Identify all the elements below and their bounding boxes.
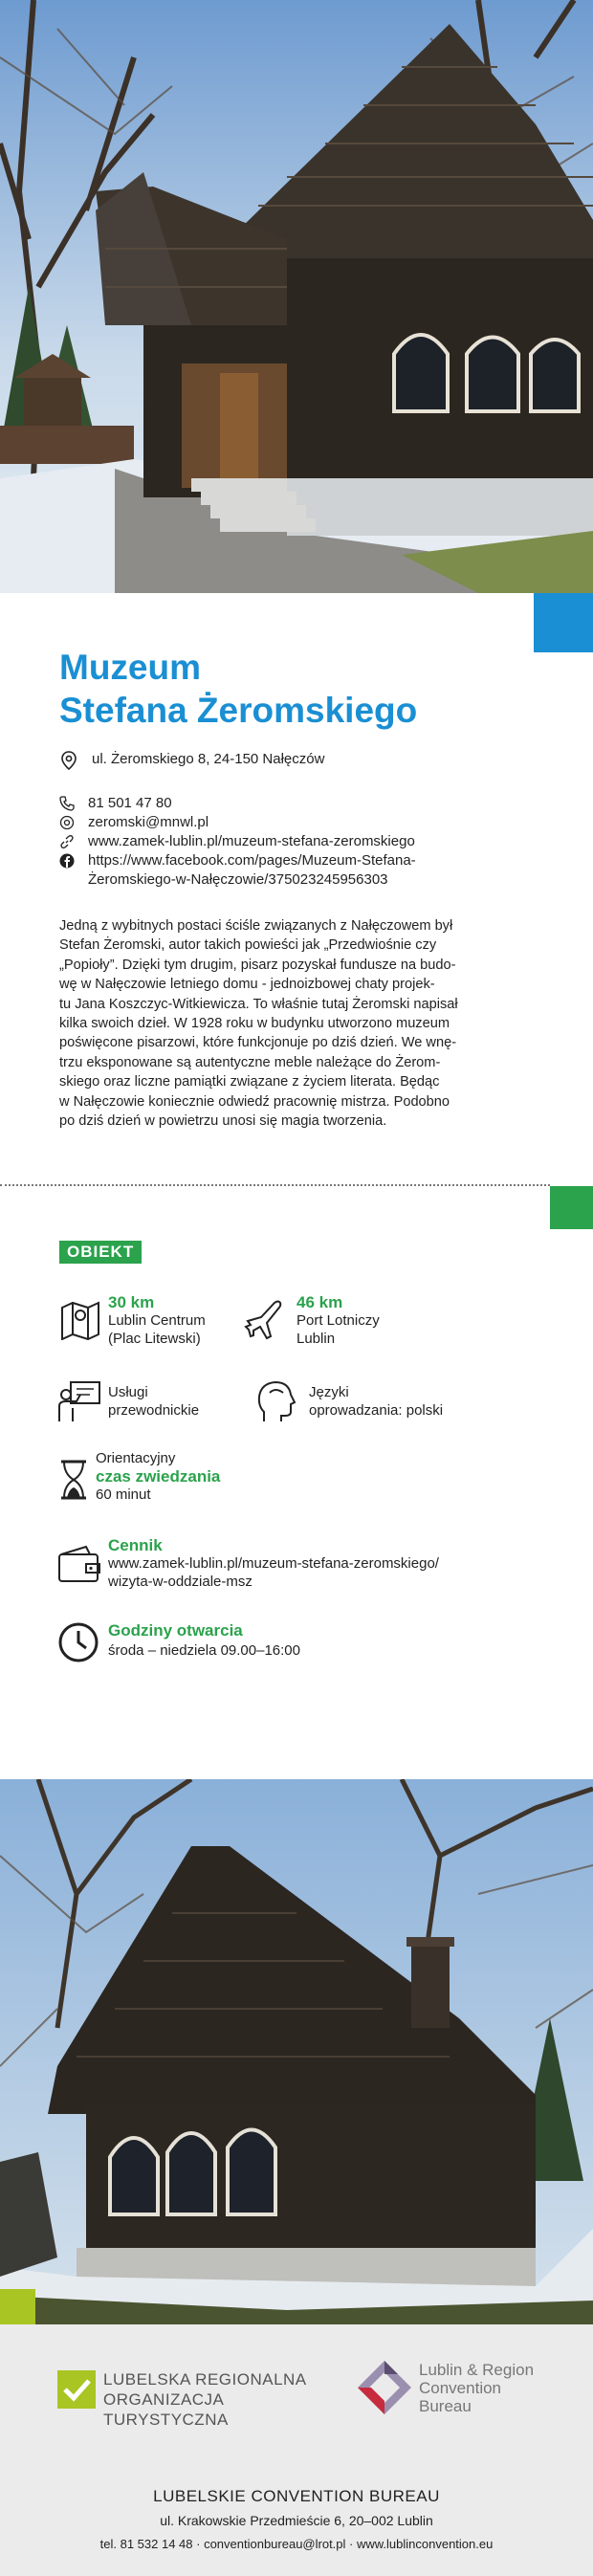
lrot-logo-mark (57, 2370, 96, 2409)
lcb-logo-text: Lublin & Region Convention Bureau (419, 2361, 535, 2415)
location-pin-icon (59, 751, 78, 770)
address-text: ul. Żeromskiego 8, 24-150 Nałęczów (92, 751, 325, 767)
lcb-logo-mark (356, 2359, 413, 2416)
opening-hours: Godziny otwarcia środa – niedziela 09.00–16:00 (108, 1621, 300, 1659)
guide-services: Usługi przewodnickie (108, 1384, 200, 1419)
distance-city: 30 km Lublin Centrum (Plac Litewski) (108, 1293, 206, 1347)
org-contact[interactable]: tel. 81 532 14 48 · conventionbureau@lrot.pl · www.lublinconvention.eu (99, 2537, 494, 2551)
facebook-link[interactable]: https://www.facebook.com/pages/Muzeum-Stefana- Żeromskiego-w-Nałęczowie/375023245956303 (88, 852, 416, 888)
wallet-icon (57, 1545, 101, 1583)
contact-block (59, 794, 416, 890)
facebook-icon (59, 853, 75, 869)
org-address: ul. Krakowskie Przedmieście 6, 20–002 Lublin (160, 2513, 433, 2528)
org-name: LUBELSKIE CONVENTION BUREAU (153, 2487, 440, 2505)
distance-airport: 46 km Port Lotniczy Lublin (296, 1293, 380, 1347)
museum-photo-bottom (0, 1779, 593, 2324)
price-info: Cennik www.zamek-lublin.pl/muzeum-stefana-zeromskiego/ wizyta-w-oddziale-msz (108, 1536, 439, 1590)
email-at-icon (59, 815, 75, 830)
lrot-logo[interactable] (57, 2367, 344, 2429)
lrot-logo-text: LUBELSKA REGIONALNA ORGANIZACJA TURYSTYCZNA (103, 2370, 307, 2429)
lime-accent-square (0, 2289, 35, 2324)
museum-description: Jedną z wybitnych postaci ściśle związanych z Nałęczowem był Stefan Żeromski, autor takich powieści jak „Przedwiośnie czy „Popioły”. Dzięki tym drugim, pisarz pozyskał fundusze na budo- wę w Nałęczowie letniego domu - jednoizbowej chaty projek- tu Jana Koszczyc-Witkiewicza. To właśnie tutaj Żeromski napisał kilka swoich dzieł. W 1928 roku w budynku utworzono muzeum poświęcone pisarzowi, które funkcjonuje po dziś dzień. We wnę- trzu eksponowane są autentyczne meble należące do Żerom- skiego oraz liczne pamiątki związane z życiem literata. Będąc w Nałęczowie koniecznie odwiedź pracownię mistrza. Podobno po dziś dzień w powietrzu unosi się magia tworzenia. (59, 918, 458, 1130)
airplane-icon (244, 1298, 286, 1340)
email-link[interactable]: zeromski@mnwl.pl (88, 814, 209, 830)
guide-presenter-icon (57, 1379, 101, 1423)
facebook-row (59, 851, 416, 890)
map-icon (59, 1298, 101, 1340)
green-accent-square (550, 1186, 593, 1229)
email-row (59, 813, 416, 832)
address-row (59, 751, 324, 770)
website-link[interactable]: www.zamek-lublin.pl/muzeum-stefana-zeromskiego (88, 833, 415, 849)
clock-icon (57, 1621, 99, 1663)
obiekt-badge: OBIEKT (59, 1241, 142, 1264)
phone-icon (59, 796, 75, 811)
blue-accent-square (534, 593, 593, 652)
website-row (59, 832, 416, 851)
phone-text[interactable]: 81 501 47 80 (88, 795, 172, 811)
hourglass-icon (59, 1459, 88, 1501)
speaking-head-icon (256, 1379, 298, 1423)
footer (0, 2324, 593, 2576)
museum-photo-top (0, 0, 593, 593)
lcb-logo[interactable] (356, 2355, 547, 2422)
visit-time: Orientacyjny czas zwiedzania 60 minut (96, 1450, 221, 1503)
link-icon (59, 834, 75, 849)
tour-languages: Języki oprowadzania: polski (309, 1384, 444, 1419)
section-divider (0, 1184, 550, 1186)
museum-title: Muzeum Stefana Żeromskiego (59, 648, 418, 730)
price-link[interactable]: www.zamek-lublin.pl/muzeum-stefana-zeromskiego/ wizyta-w-oddziale-msz (108, 1555, 439, 1590)
phone-row (59, 794, 416, 813)
